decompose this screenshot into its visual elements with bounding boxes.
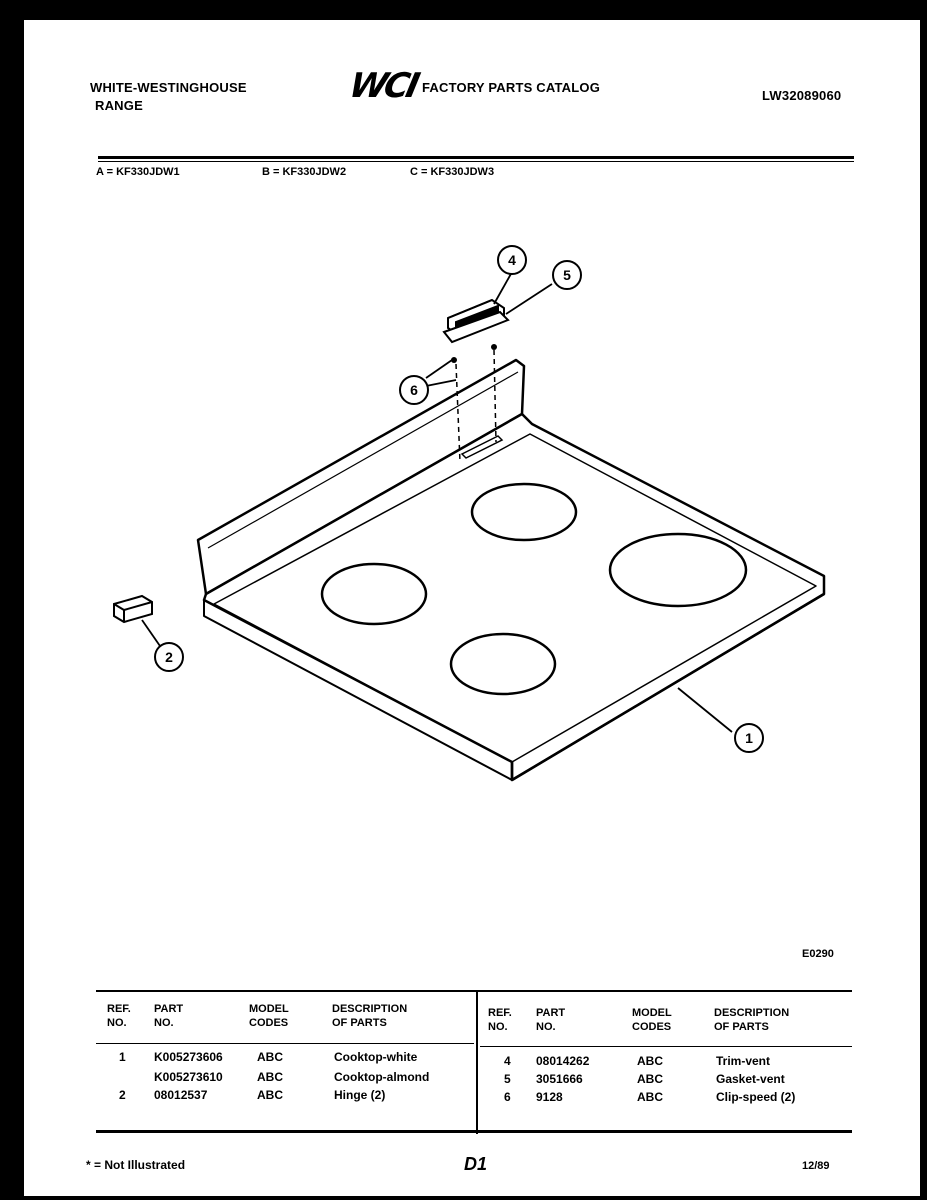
- table-top-rule: [96, 990, 852, 992]
- table-cell: Clip-speed (2): [716, 1090, 796, 1104]
- table-cell: ABC: [637, 1090, 663, 1104]
- cooktop-diagram: [24, 20, 920, 980]
- table-cell: ABC: [257, 1070, 283, 1084]
- burner-rear-right: [610, 534, 746, 606]
- catalog-date: 12/89: [802, 1160, 830, 1172]
- table-cell: 3051666: [536, 1072, 583, 1086]
- catalog-page: [24, 20, 920, 1196]
- page-number: D1: [464, 1154, 488, 1174]
- table-cell: K005273606: [154, 1050, 223, 1064]
- callout-2-label: 2: [165, 649, 173, 665]
- left-model-header: MODEL CODES: [249, 1003, 289, 1029]
- callout-1-label: 1: [745, 730, 753, 746]
- catalog-title: FACTORY PARTS CATALOG: [422, 80, 601, 95]
- left-ref-header: REF. NO.: [107, 1003, 131, 1029]
- table-cell: 6: [504, 1090, 511, 1104]
- not-illustrated-note: * = Not Illustrated: [86, 1158, 186, 1172]
- callout-6-label: 6: [410, 382, 418, 398]
- table-cell: 1: [119, 1050, 126, 1064]
- right-model-header: MODEL CODES: [632, 1007, 672, 1033]
- diagram-code: E0290: [802, 948, 834, 960]
- model-a: A = KF330JDW1: [96, 166, 180, 178]
- table-bottom-rule: [96, 1130, 852, 1133]
- left-desc-header: DESCRIPTION OF PARTS: [332, 1003, 408, 1029]
- right-ref-header: REF. NO.: [488, 1007, 512, 1033]
- cooktop-surface: [204, 414, 824, 780]
- table-cell: Cooktop-white: [334, 1050, 418, 1064]
- right-header-rule: [480, 1046, 852, 1047]
- brand-line-1: WHITE-WESTINGHOUSE: [90, 80, 247, 95]
- callout-5-label: 5: [563, 267, 571, 283]
- table-cell: 2: [119, 1088, 126, 1102]
- table-cell: ABC: [257, 1050, 283, 1064]
- table-divider: [476, 992, 478, 1134]
- catalog-number: LW32089060: [762, 88, 842, 103]
- table-cell: Trim-vent: [716, 1054, 771, 1068]
- callout-4-label: 4: [508, 252, 516, 268]
- table-cell: 4: [504, 1054, 511, 1068]
- burner-front-right: [451, 634, 555, 694]
- clip-speed-right: [491, 344, 497, 350]
- right-desc-header: DESCRIPTION OF PARTS: [714, 1007, 790, 1033]
- brand-line-2: RANGE: [95, 98, 143, 113]
- table-cell: 08012537: [154, 1088, 208, 1102]
- table-cell: K005273610: [154, 1070, 223, 1084]
- table-cell: 5: [504, 1072, 511, 1086]
- table-cell: ABC: [637, 1072, 663, 1086]
- table-cell: Hinge (2): [334, 1088, 386, 1102]
- burner-rear-left: [472, 484, 576, 540]
- left-part-header: PART NO.: [154, 1003, 184, 1029]
- model-c: C = KF330JDW3: [410, 166, 495, 178]
- table-cell: 08014262: [536, 1054, 590, 1068]
- burner-front-left: [322, 564, 426, 624]
- left-header-rule: [96, 1043, 474, 1044]
- table-cell: Cooktop-almond: [334, 1070, 430, 1084]
- table-cell: Gasket-vent: [716, 1072, 785, 1086]
- table-cell: 9128: [536, 1090, 563, 1104]
- wci-logo: WCI: [345, 66, 421, 106]
- right-part-header: PART NO.: [536, 1007, 566, 1033]
- table-cell: ABC: [637, 1054, 663, 1068]
- hinge: [114, 596, 152, 622]
- model-b: B = KF330JDW2: [262, 166, 347, 178]
- table-cell: ABC: [257, 1088, 283, 1102]
